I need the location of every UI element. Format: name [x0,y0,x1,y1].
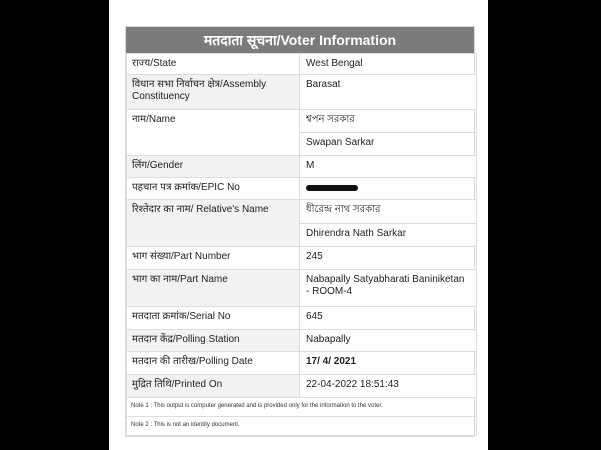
row-epic [127,178,477,200]
row-note-1 [127,398,477,417]
gender-label: लिंग/Gender [127,156,300,178]
state-label: राज्य/State [127,54,300,75]
redacted-mark [306,185,358,191]
row-polling-station [127,330,477,352]
voter-info-card [125,26,475,437]
printed-on-value: 22-04-2022 18:51:43 [300,375,477,398]
part-name-label: भाग का नाम/Part Name [127,270,300,307]
row-relative [127,200,477,224]
name-value-local: শ্বপন সরকার [300,110,477,133]
relative-value-local: ধীরেন্দ্র নাথ সরকার [300,200,477,224]
polling-date-value: 17/ 4/ 2021 [300,352,477,375]
serial-label: मतदाता क्रमांक/Serial No [127,307,300,330]
part-name-value: Nabapally Satyabharati Baniniketan - ROOM-4 [300,270,477,307]
name-value: Swapan Sarkar [300,133,477,156]
state-value: West Bengal [300,54,477,75]
gender-value: M [300,156,477,178]
printed-on-label: मुद्रित तिथि/Printed On [127,375,300,398]
document-sheet [109,0,488,450]
note-2: Note 2 : This is not an identity document. [127,417,477,436]
row-state [127,54,477,75]
part-number-label: भाग संख्या/Part Number [127,247,300,270]
relative-label: रिश्तेदार का नाम/ Relative's Name [127,200,300,247]
row-part-name [127,270,477,307]
row-printed-on [127,375,477,398]
polling-station-label: मतदान केंद्र/Polling Station [127,330,300,352]
voter-info-table [126,53,477,436]
note-1: Note 1 : This output is computer generated and is provided only for the information to the voter. [127,398,477,417]
assembly-value: Barasat [300,75,477,110]
epic-value [300,178,477,200]
relative-value: Dhirendra Nath Sarkar [300,224,477,247]
assembly-label: विधान सभा निर्वाचन क्षेत्र/Assembly Constituency [127,75,300,110]
serial-value: 645 [300,307,477,330]
part-number-value: 245 [300,247,477,270]
row-assembly [127,75,477,110]
row-part-number [127,247,477,270]
epic-label: पहचान पत्र क्रमांक/EPIC No [127,178,300,200]
card-title: मतदाता सूचना/Voter Information [126,27,474,53]
polling-date-label: मतदान की तारीख/Polling Date [127,352,300,375]
row-polling-date [127,352,477,375]
row-gender [127,156,477,178]
name-label: नाम/Name [127,110,300,156]
row-note-2 [127,417,477,436]
row-serial [127,307,477,330]
row-name [127,110,477,133]
polling-station-value: Nabapally [300,330,477,352]
